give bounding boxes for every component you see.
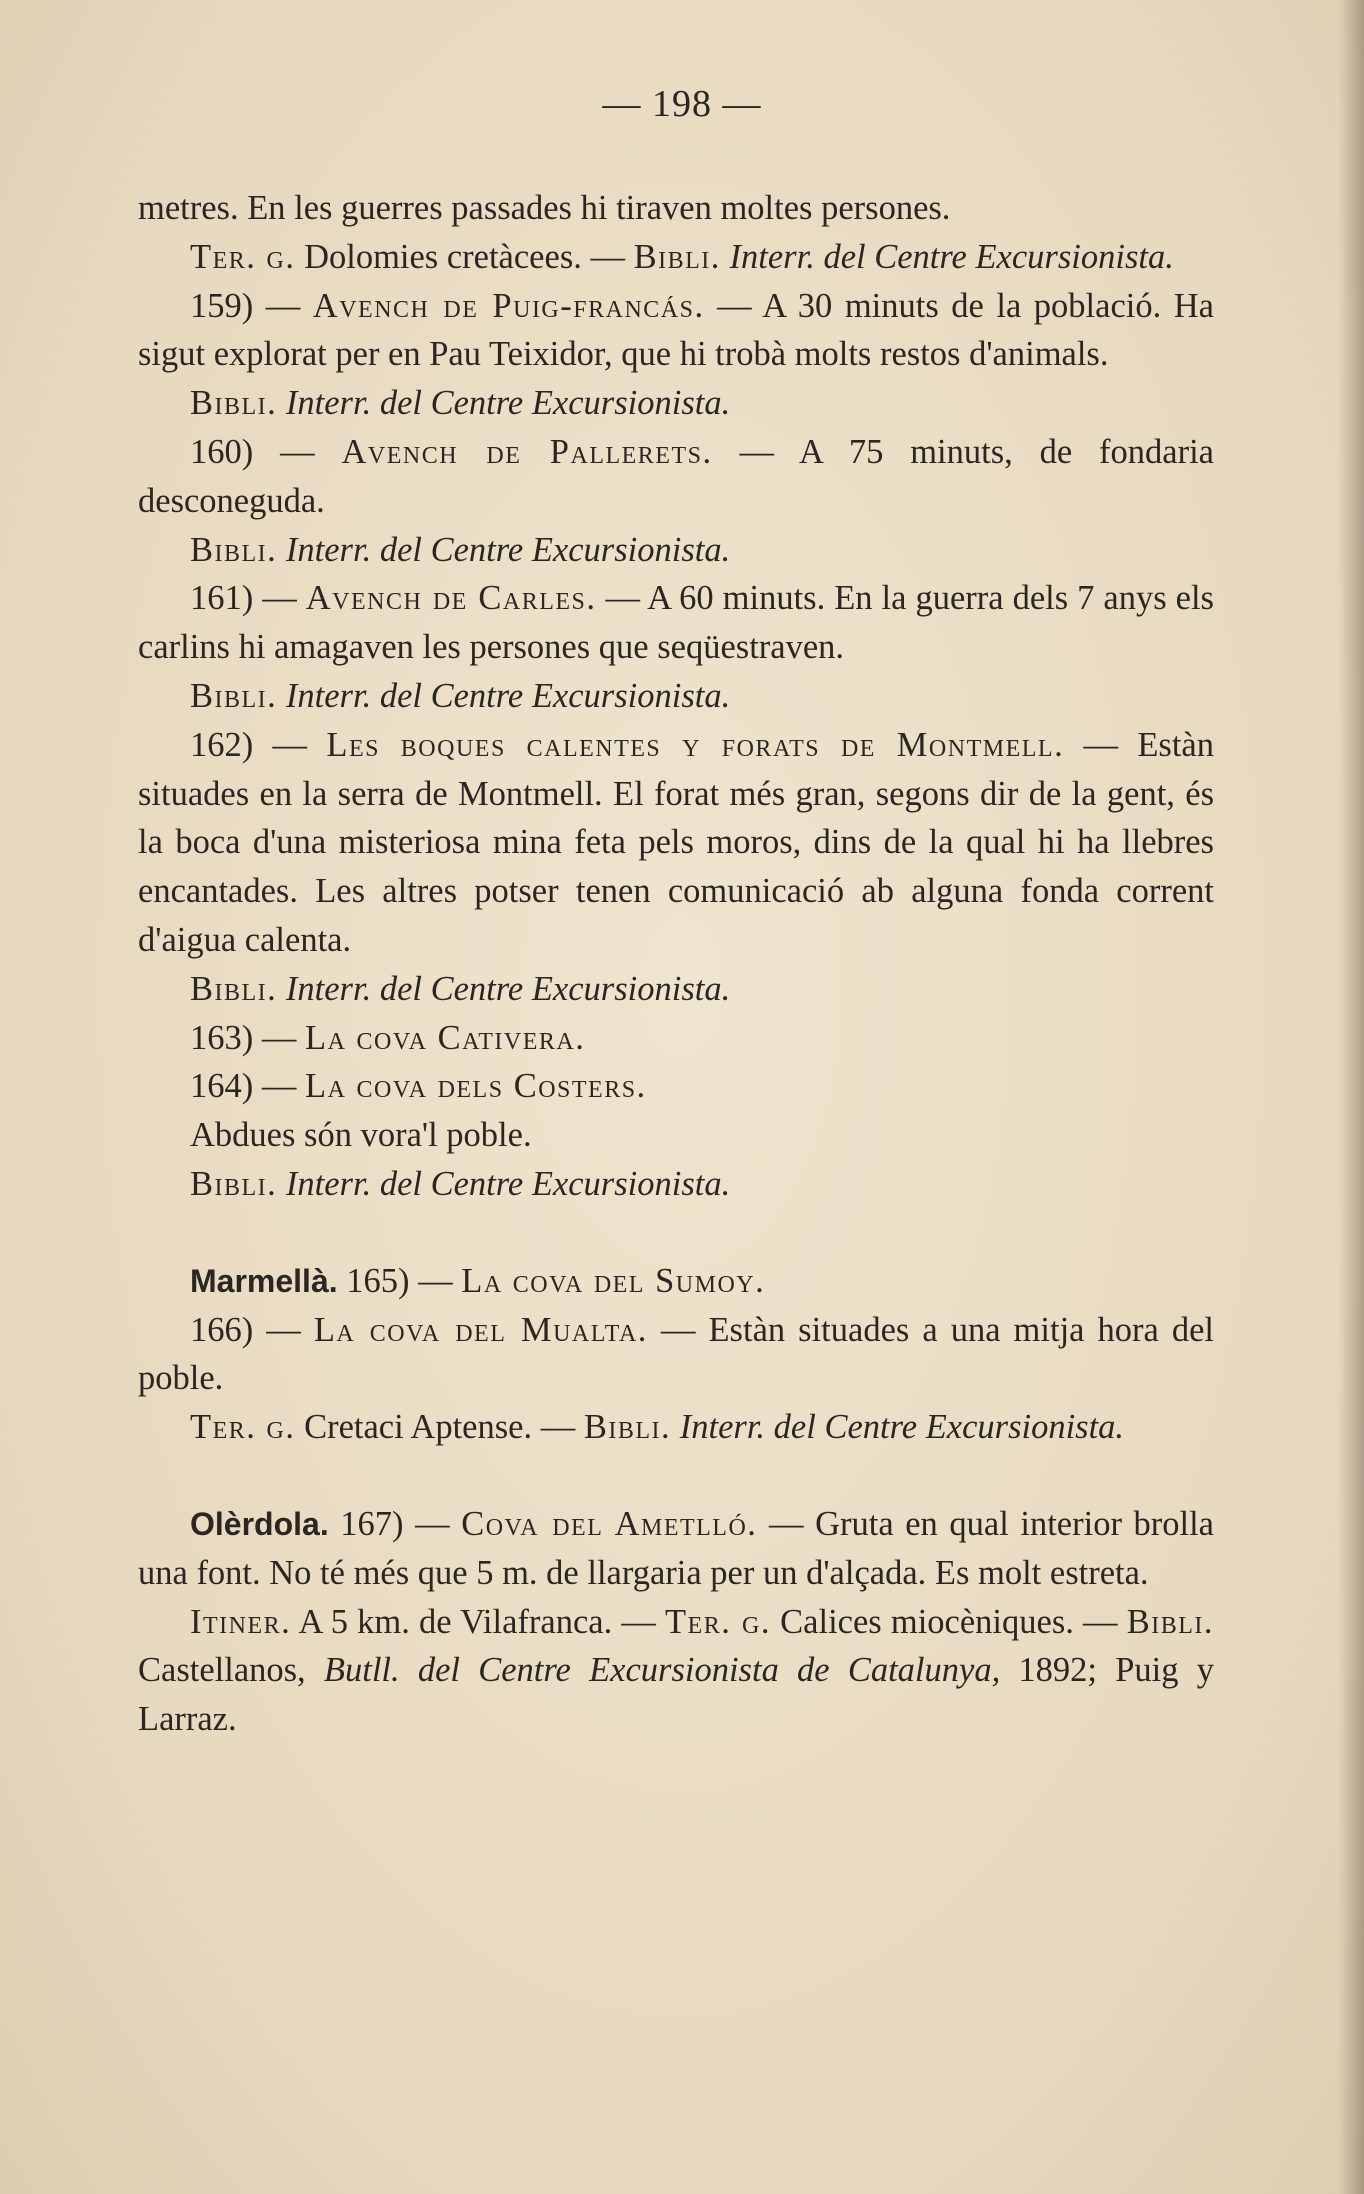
text-run: — A 60 minuts. En la guerra dels 7 anys els carlins hi amagaven les persones que seqüestraven. [138, 579, 1214, 667]
section-gap [138, 1209, 1214, 1257]
italic-reference: Interr. del Centre Excursionista. [729, 237, 1174, 276]
text-run: — Estàn situades a una mitja hora del poble. [138, 1310, 1214, 1398]
paragraph [138, 1257, 1214, 1306]
smallcaps-heading: Ter. g. [665, 1602, 772, 1641]
smallcaps-heading: Avench de Pallerets. [341, 432, 713, 471]
smallcaps-heading: Bibli. [190, 530, 278, 569]
page-number: — 198 — [602, 83, 762, 125]
text-run: — A 75 minuts, de fondaria desconeguda. [138, 432, 1214, 520]
paragraph [138, 526, 1214, 575]
smallcaps-heading: Avench de Carles. [305, 579, 597, 618]
text-run: Cretaci Aptense. — [295, 1408, 584, 1447]
text-run: — Estàn situades en la serra de Montmell. El forat més gran, segons dir de la gent, és la boca d'una misteriosa mina feta pels moros, dins de la qual hi ha llebres encantades. Les altres potser tenen comunicació ab alguna fonda corrent d'aigua calenta. [138, 725, 1214, 959]
text-run: 161) — [190, 579, 306, 618]
text-run: Abdues són vora'l poble. [190, 1116, 532, 1155]
text-run: 167) — [328, 1504, 462, 1543]
text-run: Calices miocèniques. — [771, 1602, 1127, 1641]
smallcaps-heading: Bibli. [190, 676, 278, 715]
text-run: 1892; Puig y Larraz. [138, 1651, 1214, 1739]
italic-reference: Butll. del Centre Excursionista de Catalunya, [323, 1651, 1001, 1690]
smallcaps-heading: La cova Cativera. [305, 1018, 586, 1057]
paragraph [138, 574, 1214, 672]
text-run [277, 531, 286, 569]
text-run: 166) — [190, 1310, 314, 1349]
text-run: 164) — [190, 1067, 305, 1106]
text-run: — Gruta en qual interior brolla una font. No té més que 5 m. de llargaria per un d'alçada. Es molt estreta. [138, 1504, 1214, 1592]
italic-reference: Interr. del Centre Excursionista. [285, 969, 731, 1008]
text-run: 165) — [337, 1261, 462, 1300]
place-name: Olèrdola. [190, 1505, 329, 1542]
page-edge-shadow [1338, 0, 1364, 2194]
text-run [671, 1408, 680, 1446]
italic-reference: Interr. del Centre Excursionista. [679, 1408, 1125, 1447]
paragraph [138, 282, 1214, 380]
text-run [721, 238, 730, 276]
smallcaps-heading: Bibli. [190, 1164, 278, 1203]
smallcaps-heading: Ter. g. [190, 1408, 296, 1447]
smallcaps-heading: La cova del Mualta. [313, 1310, 648, 1349]
text-run: 160) — [190, 432, 342, 471]
body-text [138, 184, 1214, 1744]
text-run: Dolomies cretàcees. — [295, 237, 634, 276]
paragraph [138, 1014, 1214, 1063]
smallcaps-heading: Les boques calentes y forats de Montmell. [326, 725, 1065, 764]
text-run: 159) — [190, 286, 313, 325]
paragraph [138, 672, 1214, 721]
paragraph [138, 233, 1214, 282]
place-name: Marmellà. [190, 1262, 338, 1299]
text-run: metres. En les guerres passades hi tiraven moltes persones. [138, 189, 951, 227]
italic-reference: Interr. del Centre Excursionista. [285, 530, 731, 569]
paragraph [138, 428, 1214, 526]
text-run: 162) — [190, 725, 327, 764]
paragraph [138, 1598, 1214, 1744]
smallcaps-heading: Ter. g. [190, 237, 296, 276]
italic-reference: Interr. del Centre Excursionista. [285, 384, 731, 423]
smallcaps-heading: Bibli. [1126, 1602, 1214, 1641]
smallcaps-heading: Cova del Ametlló. [461, 1504, 758, 1543]
paragraph [138, 379, 1214, 428]
paragraph [138, 1403, 1214, 1452]
text-run [277, 384, 286, 422]
smallcaps-heading: La cova dels Costers. [305, 1067, 647, 1106]
smallcaps-heading: Bibli. [190, 384, 278, 423]
paragraph [138, 721, 1214, 965]
paragraph [138, 184, 1214, 233]
paragraph [138, 1111, 1214, 1160]
text-run: — A 30 minuts de la població. Ha sigut explorat per en Pau Teixidor, que hi trobà molts restos d'animals. [138, 286, 1214, 374]
paragraph [138, 1306, 1214, 1404]
smallcaps-heading: Bibli. [633, 237, 721, 276]
text-run [277, 677, 286, 715]
text-run: A 5 km. de Vilafranca. — [291, 1602, 666, 1641]
text-run [277, 1165, 286, 1203]
text-run: Castellanos, [138, 1651, 324, 1690]
paragraph [138, 1160, 1214, 1209]
smallcaps-heading: La cova del Sumoy. [461, 1261, 766, 1300]
paragraph [138, 1062, 1214, 1111]
smallcaps-heading: Bibli. [583, 1408, 672, 1447]
paragraph [138, 1500, 1214, 1598]
text-run: 163) — [190, 1018, 305, 1057]
smallcaps-heading: Bibli. [190, 969, 278, 1008]
section-gap [138, 1452, 1214, 1500]
italic-reference: Interr. del Centre Excursionista. [285, 1164, 731, 1203]
text-run [277, 970, 286, 1008]
paragraph [138, 965, 1214, 1014]
italic-reference: Interr. del Centre Excursionista. [285, 676, 731, 715]
smallcaps-heading: Avench de Puig-francás. [312, 286, 705, 325]
smallcaps-heading: Itiner. [190, 1602, 292, 1641]
